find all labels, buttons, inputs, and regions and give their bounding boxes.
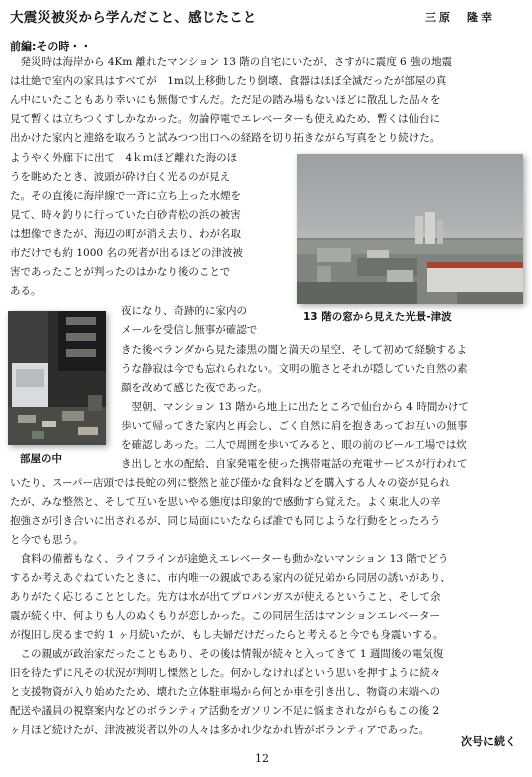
body-line: きた後ベランダから見た漆黒の闇と満天の星空、そして初めて経験するよ <box>121 344 468 356</box>
body-line: 震が続く中、何よりも人のぬくもりが恋しかった。この同居生活はマンションエレベーター <box>10 610 441 622</box>
author-name: 三原 隆幸 <box>425 11 495 24</box>
body-line: 見て、時々釣りに行っていた白砂青松の浜の被害 <box>10 209 241 221</box>
body-line: 歩いて帰ってきた家内と再会し、ごく自然に肩を抱きあってお互いの無事 <box>121 420 468 432</box>
tsunami-photo-caption: 13 階の窓から見えた光景-津波 <box>303 311 452 323</box>
article-title: 大震災被災から学んだこと、感じたこと <box>10 10 257 26</box>
body-line: 翌朝、マンション 13 階から地上に出たところで仙台から 4 時間かけて <box>121 401 469 413</box>
continued-next-issue: 次号に続く <box>461 735 516 748</box>
body-line: いたり、スーパー店頭では長蛇の列に整然と並び僅かな食料などを購入する人々の姿が見られ <box>10 477 450 489</box>
body-line: が復旧し戻るまで約 1 ヶ月続いたが、もし夫婦だけだったらと考えると今でも身震いする。 <box>10 629 444 641</box>
room-photo-caption: 部屋の中 <box>20 453 62 465</box>
tsunami-view-photo <box>297 154 523 304</box>
body-line: ありがたく応じることとした。先方は水が出てプロパンガスが使えるということ、そして余 <box>10 591 441 603</box>
body-line: ようやく外廊下に出て 4ｋｍほど離れた海のほ <box>10 152 238 164</box>
body-line: 抱強さが引き合いに出されるが、同じ局面にいたならば誰でも同じような行動をとったろう <box>10 515 441 527</box>
body-line: ん中にいたこともあり幸いにも無傷ですんだ。ただ足の踏み場もないほどに散乱した品々を <box>10 94 441 106</box>
body-line: うを眺めたとき、波頭が砕け白く光るのが見え <box>10 171 231 183</box>
body-line: 旧を待たずに凡その状況が判明し慄然とした。何かしなければという思いを押すように続々 <box>10 667 441 679</box>
body-line: たが、みな整然と、そして互いを思いやる態度は印象的で感動すら覚えた。よく東北人の辛 <box>10 496 441 508</box>
room-photo <box>8 311 106 445</box>
body-line: ヶ月ほど続けたが、津波被災者以外の人々は多かれ少なかれ皆がボランティアであった。 <box>10 724 430 736</box>
body-line: するか考えあぐねていたときに、市内唯一の親戚である家内の従兄弟から同居の誘いがあり、 <box>10 572 451 584</box>
body-line: た。その直後に海岸線で一斉に立ち上った水煙を <box>10 190 241 202</box>
body-line: メールを受信し無事が確認で <box>121 324 258 336</box>
body-line: と支援物資が入り始めたため、壊れた立体駐車場から何とか車を引き出し、物資の末端への <box>10 686 441 698</box>
body-line: 配送や議員の視察案内などのボランティア活動をガソリン不足に悩まされながらもこの後 2 <box>10 705 440 717</box>
body-line: 食料の備蓄もなく、ライフラインが途絶えエレベーターも動かないマンション 13 階でどう <box>10 553 449 565</box>
body-line: 見て暫くは立ちつくすしかなかった。勿論停電でエレベーターも使えぬため、暫くは仙台に <box>10 113 440 125</box>
body-line: 夜になり、奇跡的に家内の <box>121 305 247 317</box>
body-line: この親戚が政治家だったこともあり、その後は情報が続々と入ってきて 1 週間後の電気復 <box>10 648 444 660</box>
body-line: は想像できたが、海辺の町が消え去り、わが名取 <box>10 228 241 240</box>
body-line: と今でも思う。 <box>10 534 84 546</box>
body-line: うな静寂は今でも忘れられない。文明の脆さとそれが隠していた自然の素 <box>121 363 468 375</box>
body-line: 出かけた家内と連絡を取ろうと試みつつ出口への経路を切り拓きながら写真をとり続けた。 <box>10 132 441 144</box>
body-line: は壮絶で室内の家具はすべてが 1m以上移動したり倒壊、食器はほぼ全滅だったが部屋の真 <box>10 75 447 87</box>
body-line: を確認しあった。二人で周囲を歩いてみると、眼の前のビール工場では炊 <box>121 439 467 451</box>
body-line: き出しと水の配給、自家発電を使った携帯電話の充電サービスが行われて <box>121 458 468 470</box>
body-line: 害であったことが判ったのはかなり後のことで <box>10 266 231 278</box>
body-line: ある。 <box>10 285 42 297</box>
body-line: 市だけでも約 1000 名の死者が出るほどの津波被 <box>10 247 243 259</box>
section-heading: 前編:その時・・ <box>10 40 92 53</box>
body-line: 顔を改めて感じた夜であった。 <box>121 382 268 394</box>
body-line: 発災時は海岸から 4Km 離れたマンション 13 階の自宅にいたが、さすがに震度 6 強の地震 <box>10 56 453 68</box>
page-number: 12 <box>255 752 269 765</box>
